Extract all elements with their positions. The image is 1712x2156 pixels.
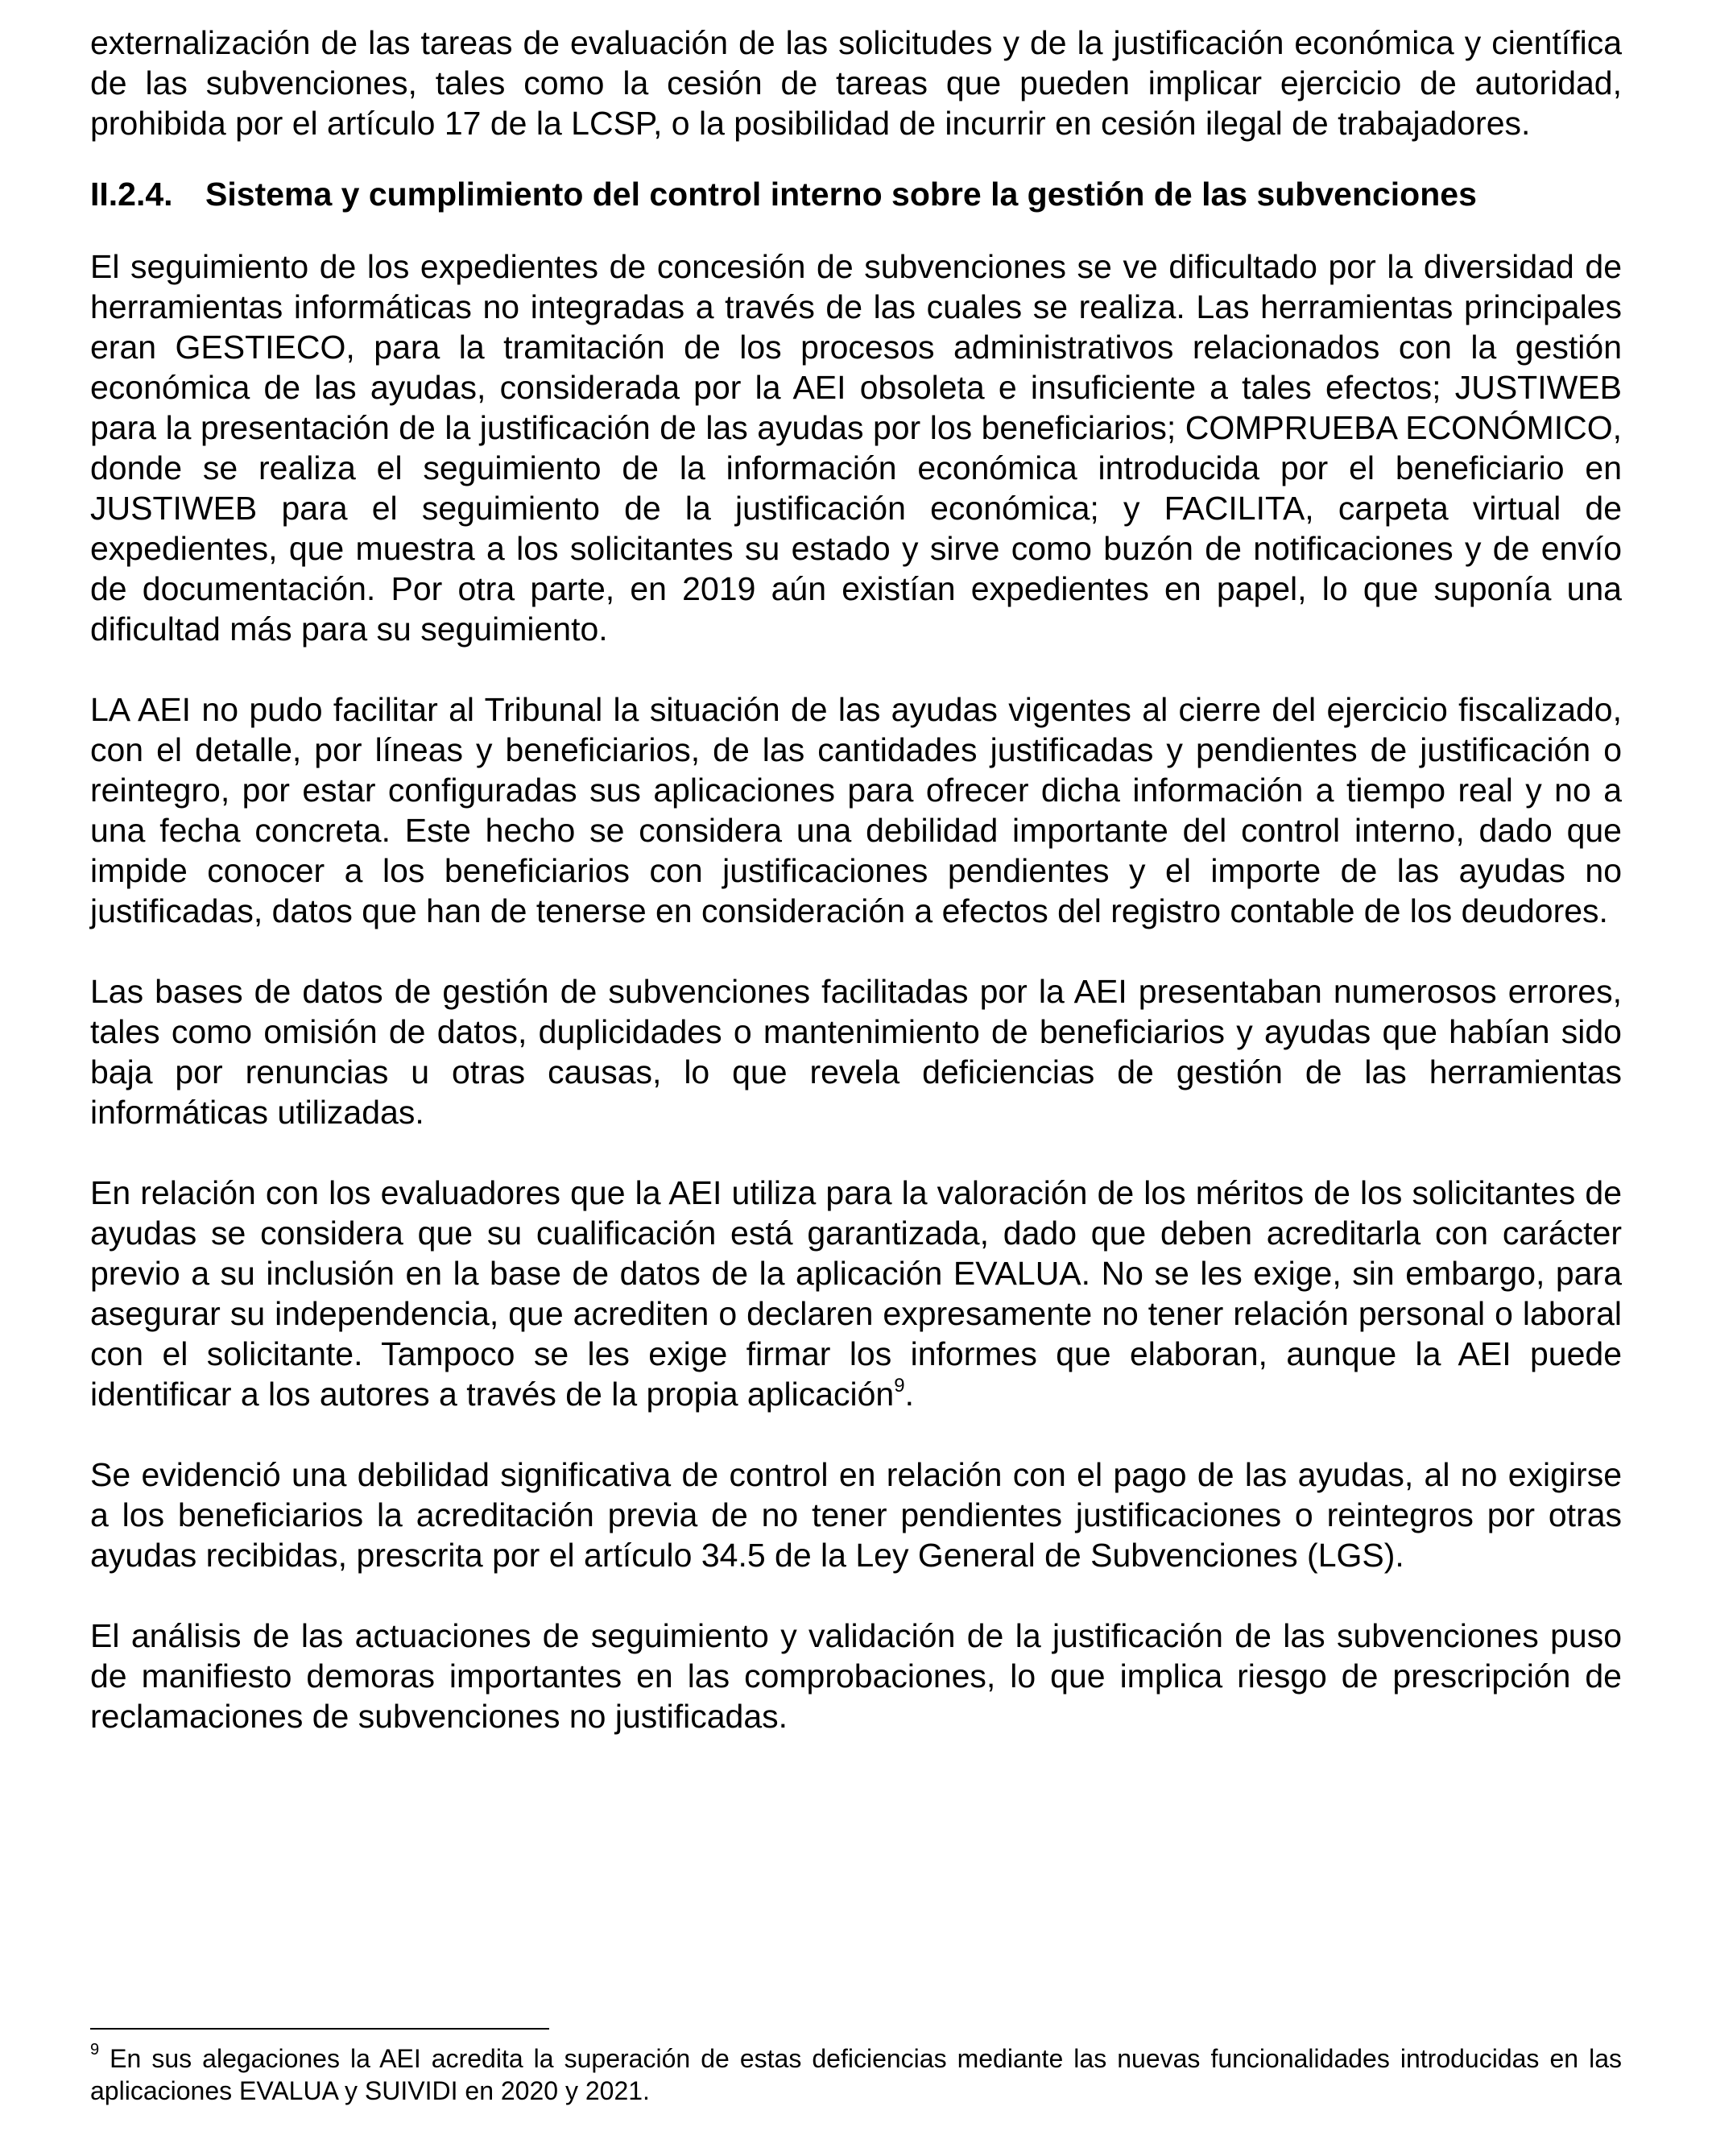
paragraph-tools: El seguimiento de los expedientes de concesión de subvenciones se ve dificultado por la diversidad de herramientas informáticas no integradas a través de las cuales se realiza. Las herramientas principales eran GESTIECO, para la tramitación de los procesos administrativos relacionados con la gestión económica de las ayudas, considerada por la AEI obsoleta e insuficiente a tales efectos; JUSTIWEB para la presentación de la justificación de las ayudas por los beneficiarios; COMPRUEBA ECONÓMICO, donde se realiza el seguimiento de la información económica introducida por el beneficiario en JUSTIWEB para el seguimiento de la justificación económica; y FACILITA, carpeta virtual de expedientes, que muestra a los solicitantes su estado y sirve como buzón de notificaciones y de envío de documentación. Por otra parte, en 2019 aún existían expedientes en papel, lo que suponía una dificultad más para su seguimiento. [90,248,1622,648]
intro-paragraph: externalización de las tareas de evaluación de las solicitudes y de la justificación económica y científica de las subvenciones, tales como la cesión de tareas que pueden implicar ejercicio de autoridad, prohibida por el artículo 17 de la LCSP, o la posibilidad de incurrir en cesión ilegal de trabajadores. [90,24,1622,142]
paragraph-evaluadores [90,1173,1622,1414]
paragraph-databases: Las bases de datos de gestión de subvenciones facilitadas por la AEI presentaban numerosos errores, tales como omisión de datos, duplicidades o mantenimiento de beneficiarios y ayudas que habían sido baja por renuncias u otras causas, lo que revela deficiencias de gestión de las herramientas informáticas utilizadas. [90,973,1622,1131]
document-page [90,23,1622,1736]
evaluadores-text: En relación con los evaluadores que la AEI utiliza para la valoración de los méritos de los solicitantes de ayudas se considera que su cualificación está garantizada, dado que deben acreditarla con carácter previo a su inclusión en la base de datos de la aplicación EVALUA. No se les exige, sin embargo, para asegurar su independencia, que acrediten o declaren expresamente no tener relación personal o laboral con el solicitante. Tampoco se les exige firmar los informes que elaboran, aunque la AEI puede identificar a los autores a través de la propia aplicación [90,1174,1622,1413]
paragraph-aei-situation: LA AEI no pudo facilitar al Tribunal la situación de las ayudas vigentes al cierre del ejercicio fiscalizado, con el detalle, por líneas y beneficiarios, de las cantidades justificadas y pendientes de justificación o reintegro, por estar configuradas sus aplicaciones para ofrecer dicha información a tiempo real y no a una fecha concreta. Este hecho se considera una debilidad importante del control interno, dado que impide conocer a los beneficiarios con justificaciones pendientes y el importe de las ayudas no justificadas, datos que han de tenerse en consideración a efectos del registro contable de los deudores. [90,691,1622,929]
section-title: Sistema y cumplimiento del control interno sobre la gestión de las subvenciones [205,176,1477,213]
section-number: II.2.4. [90,176,173,213]
footnote [90,2042,1622,2107]
section-heading [90,174,1622,214]
paragraph-pago: Se evidenció una debilidad significativa de control en relación con el pago de las ayudas, al no exigirse a los beneficiarios la acreditación previa de no tener pendientes justificaciones o reintegros por otras ayudas recibidas, prescrita por el artículo 34.5 de la Ley General de Subvenciones (LGS). [90,1456,1622,1574]
footnote-divider [90,2028,549,2030]
footnote-reference[interactable]: 9 [894,1375,905,1397]
paragraph-analisis: El análisis de las actuaciones de seguimiento y validación de la justificación de las subvenciones puso de manifiesto demoras importantes en las comprobaciones, lo que implica riesgo de prescripción de reclamaciones de subvenciones no justificadas. [90,1617,1622,1735]
evaluadores-end: . [904,1376,914,1413]
footnote-text: En sus alegaciones la AEI acredita la superación de estas deficiencias mediante las nuevas funcionalidades introducidas en las aplicaciones EVALUA y SUIVIDI en 2020 y 2021. [90,2044,1622,2105]
footnote-marker: 9 [90,2041,100,2059]
